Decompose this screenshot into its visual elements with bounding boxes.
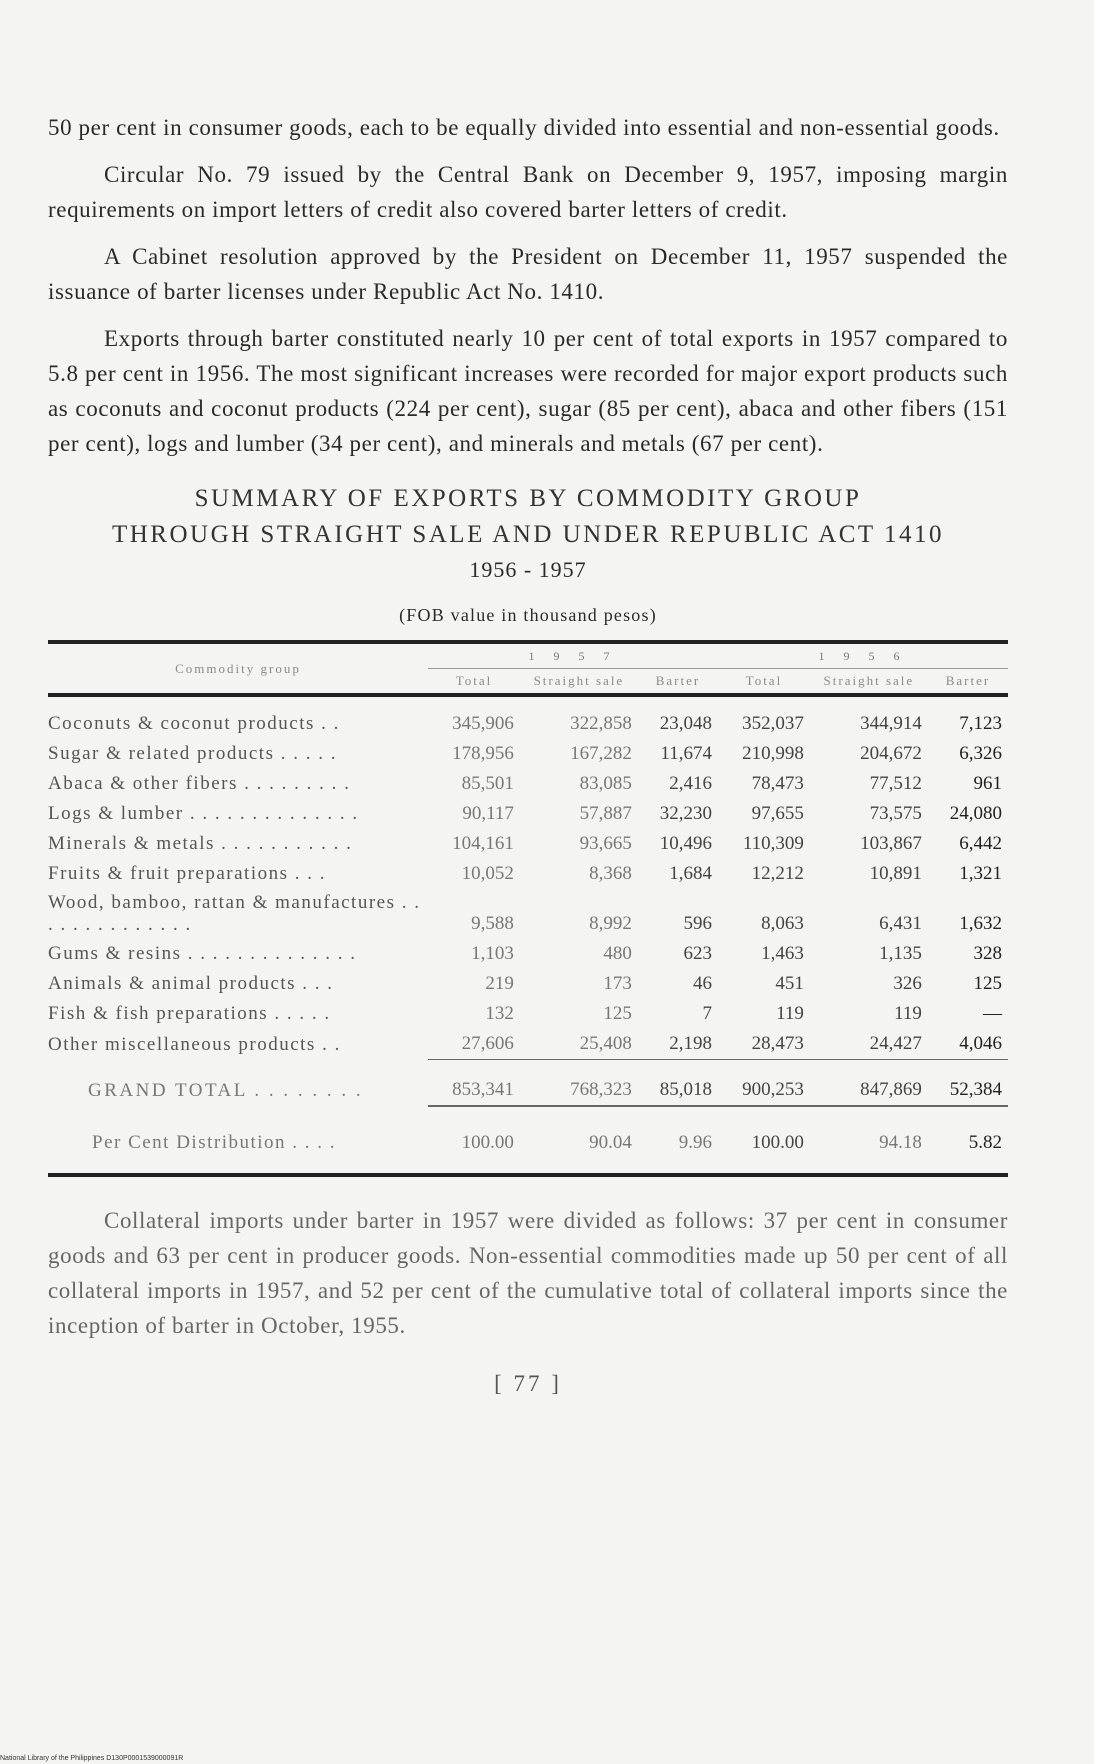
exports-summary-table: [48, 640, 1008, 1177]
col-commodity-group: Commodity group: [175, 660, 301, 676]
col-year-1957: 1 9 5 7: [428, 642, 718, 669]
paragraph-barter-exports: Exports through barter constituted nearly 10 per cent of total exports in 1957 compared to 5.8 per cent in 1956. The most significant increases were recorded for major export products such as coconuts and coconut products (224 per cent), sugar (85 per cent), abaca and other fibers (151 per cent), logs and lumber (34 per cent), and minerals and metals (67 per cent).: [48, 326, 1008, 456]
table-years: 1956 - 1957: [469, 557, 587, 582]
col-1956-barter: Barter: [945, 673, 991, 688]
table-row: Gums & resins . . . . . . . . . . . . . . 1,103 480 623 1,463 1,135 328: [48, 943, 1002, 964]
table-row: Minerals & metals . . . . . . . . . . . 104,161 93,665 10,496 110,309 103,867 6,442: [48, 833, 1002, 854]
library-stamp: National Library of the Philippines D130P0001539000091R: [0, 1755, 184, 1762]
table-row: Wood, bamboo, rattan & manufactures . . . . . . . . . . . . . . 9,588 8,992 596 8,063 6,431 1,632: [48, 892, 1002, 935]
table-row: Animals & animal products . . . 219 173 46 451 326 125: [48, 973, 1002, 994]
paragraph-circular-79: Circular No. 79 issued by the Central Bank on December 9, 1957, imposing margin requirements on import letters of credit also covered barter letters of credit.: [48, 162, 1008, 222]
table-row: Logs & lumber . . . . . . . . . . . . . . 90,117 57,887 32,230 97,655 73,575 24,080: [48, 803, 1002, 824]
page-number: [ 77 ]: [494, 1371, 562, 1396]
table-row: Abaca & other fibers . . . . . . . . . 85,501 83,085 2,416 78,473 77,512 961: [48, 773, 1002, 794]
per-cent-distribution-row: Per Cent Distribution . . . . 100.00 90.04 9.96 100.00 94.18 5.82: [48, 1106, 1008, 1175]
grand-total-row: GRAND TOTAL . . . . . . . . 853,341 768,323 85,018 900,253 847,869 52,384: [48, 1060, 1008, 1107]
col-1956-straight-sale: Straight sale: [823, 673, 915, 688]
table-row: Fish & fish preparations . . . . . 132 125 7 119 119 —: [48, 1003, 1002, 1024]
paragraph-continuation: 50 per cent in consumer goods, each to be equally divided into essential and non-essential goods.: [48, 115, 1000, 140]
table-title-line-1: SUMMARY OF EXPORTS BY COMMODITY GROUP: [194, 485, 862, 512]
table-title-line-2: THROUGH STRAIGHT SALE AND UNDER REPUBLIC ACT 1410: [111, 521, 945, 548]
col-year-1956: 1 9 5 6: [718, 642, 1008, 669]
document-page: [48, 110, 1008, 1397]
col-1957-barter: Barter: [655, 673, 701, 688]
table-row: Fruits & fruit preparations . . . 10,052 8,368 1,684 12,212 10,891 1,321: [48, 863, 1002, 884]
col-1956-total: Total: [745, 673, 783, 688]
col-1957-total: Total: [455, 673, 493, 688]
table-row: Other miscellaneous products . . 27,606 25,408 2,198 28,473 24,427 4,046: [48, 1029, 1008, 1060]
paragraph-cabinet-resolution: A Cabinet resolution approved by the President on December 11, 1957 suspended the issuance of barter licenses under Republic Act No. 1410.: [48, 244, 1008, 304]
table-row: Sugar & related products . . . . . 178,956 167,282 11,674 210,998 204,672 6,326: [48, 743, 1002, 764]
col-1957-straight-sale: Straight sale: [533, 673, 625, 688]
table-row: Coconuts & coconut products . . 345,906 322,858 23,048 352,037 344,914 7,123: [48, 713, 1002, 734]
paragraph-collateral-imports: Collateral imports under barter in 1957 were divided as follows: 37 per cent in consumer goods and 63 per cent in producer goods. Non-essential commodities made up 50 per cent of all collateral imports in 1957, and 52 per cent of the cumulative total of collateral imports since the inception of barter in October, 1955.: [48, 1208, 1008, 1338]
table-unit-note: (FOB value in thousand pesos): [399, 605, 657, 625]
